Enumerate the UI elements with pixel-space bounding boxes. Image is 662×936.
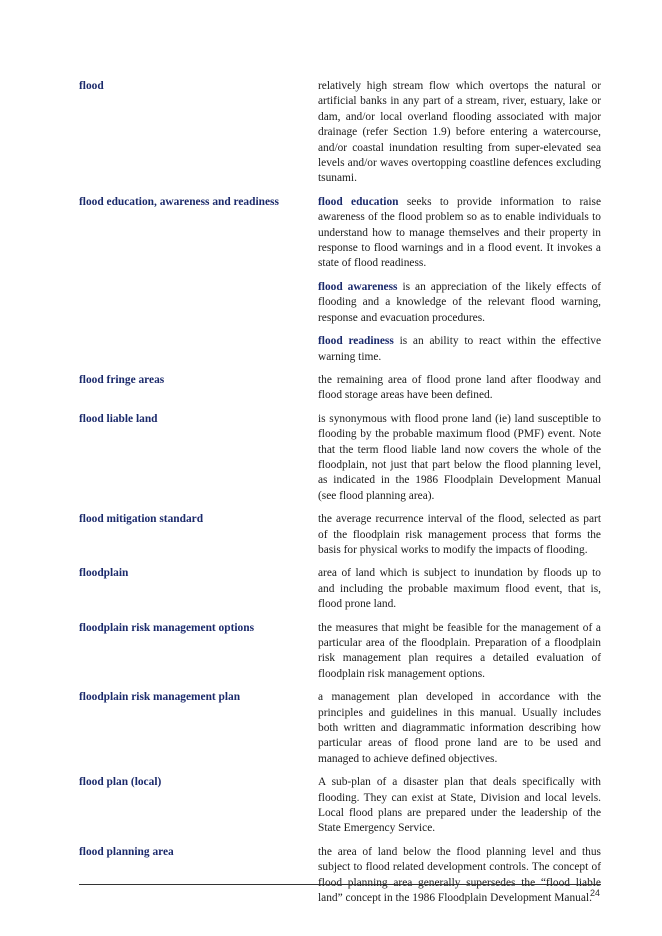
glossary-entry — [79, 566, 601, 612]
glossary-entry — [79, 512, 601, 558]
glossary-list — [79, 79, 601, 915]
definition-text: relatively high stream flow which overtops the natural or artificial banks in any part of a stream, river, estuary, lake or dam, and/or local overland flooding associated with major drainage (refer Section 1.9) before entering a watercourse, and/or coastal inundation resulting from super-elevated sea levels and/or waves overtopping coastline defences excluding tsunami. — [318, 80, 601, 185]
glossary-entry — [79, 845, 601, 907]
glossary-definition — [318, 845, 601, 907]
definition-paragraph — [318, 566, 601, 612]
glossary-definition — [318, 512, 601, 558]
definition-paragraph — [318, 845, 601, 907]
glossary-term: flood plan (local) — [79, 776, 162, 789]
footer-divider — [79, 884, 601, 885]
glossary-definition — [318, 195, 601, 365]
glossary-entry — [79, 79, 601, 187]
definition-text: a management plan developed in accordance with the principles and guidelines in this manual. Usually includes both written and diagrammatic information describing how particular areas of flood prone land are to be used and managed to achieve defined objectives. — [318, 691, 601, 765]
glossary-entry — [79, 775, 601, 837]
glossary-term: flood — [79, 80, 104, 92]
glossary-entry — [79, 412, 601, 504]
definition-text: is synonymous with flood prone land (ie) land susceptible to flooding by the probable maximum flood (PMF) event. Note that the term flood liable land now covers the whole of the floodplain, not just that part below the flood planning level, as indicated in the 1986 Floodplain Development Manual (see flood planning area). — [318, 412, 601, 502]
definition-text: A sub-plan of a disaster plan that deals specifically with flooding. They can exist at State, Division and local levels. Local flood plans are prepared under the leadership of the State Emergency Service. — [318, 776, 601, 835]
glossary-term: floodplain risk management options — [79, 621, 254, 634]
glossary-entry — [79, 621, 601, 683]
definition-paragraph — [318, 334, 601, 365]
definition-keyword: flood awareness — [318, 280, 398, 293]
glossary-definition — [318, 79, 601, 187]
glossary-term: flood liable land — [79, 412, 158, 425]
glossary-term: flood education, awareness and readiness — [79, 195, 279, 208]
definition-paragraph — [318, 775, 601, 837]
glossary-definition — [318, 775, 601, 837]
definition-keyword: flood readiness — [318, 335, 394, 348]
definition-text: area of land which is subject to inundation by floods up to and including the probable maximum flood event, that is, flood prone land. — [318, 567, 601, 611]
definition-paragraph — [318, 412, 601, 504]
definition-text: seeks to provide information to raise awareness of the flood problem so as to enable individuals to understand how to manage themselves and their property in response to flood warnings and in a flood event. It invokes a state of flood readiness. — [318, 195, 601, 270]
definition-text: the average recurrence interval of the flood, selected as part of the floodplain risk management process that forms the basis for physical works to modify the impacts of flooding. — [318, 513, 601, 556]
glossary-definition — [318, 373, 601, 404]
glossary-term: flood fringe areas — [79, 373, 165, 386]
page-number: 24 — [589, 888, 600, 898]
glossary-entry — [79, 373, 601, 404]
glossary-term: flood planning area — [79, 845, 174, 858]
glossary-term: floodplain — [79, 567, 129, 580]
definition-paragraph — [318, 690, 601, 767]
definition-paragraph — [318, 280, 601, 326]
definition-paragraph — [318, 621, 601, 683]
definition-keyword: flood education — [318, 195, 399, 208]
definition-text: the measures that might be feasible for the management of a particular area of the floodplain. Preparation of a floodplain risk management plan requires a detailed evaluation of floodplain risk management options. — [318, 621, 601, 680]
definition-text: is an appreciation of the likely effects of flooding and a knowledge of the relevant flood warning, response and evacuation procedures. — [318, 280, 601, 324]
glossary-definition — [318, 621, 601, 683]
glossary-entry — [79, 195, 601, 365]
definition-paragraph — [318, 512, 601, 558]
glossary-definition — [318, 412, 601, 504]
definition-paragraph — [318, 195, 601, 272]
definition-text: the area of land below the flood planning level and thus subject to flood related development controls. The concept of flood planning area generally supersedes the “flood liable land” concept in the 1986 Floodplain Development Manual. — [318, 845, 601, 905]
glossary-definition — [318, 690, 601, 767]
glossary-entry — [79, 690, 601, 767]
glossary-term: flood mitigation standard — [79, 513, 204, 526]
glossary-term: floodplain risk management plan — [79, 691, 241, 704]
definition-text: is an ability to react within the effective warning time. — [318, 335, 602, 363]
glossary-definition — [318, 566, 601, 612]
definition-text: the remaining area of flood prone land after floodway and flood storage areas have been defined. — [318, 373, 601, 402]
definition-paragraph — [318, 79, 601, 187]
definition-paragraph — [318, 373, 601, 404]
